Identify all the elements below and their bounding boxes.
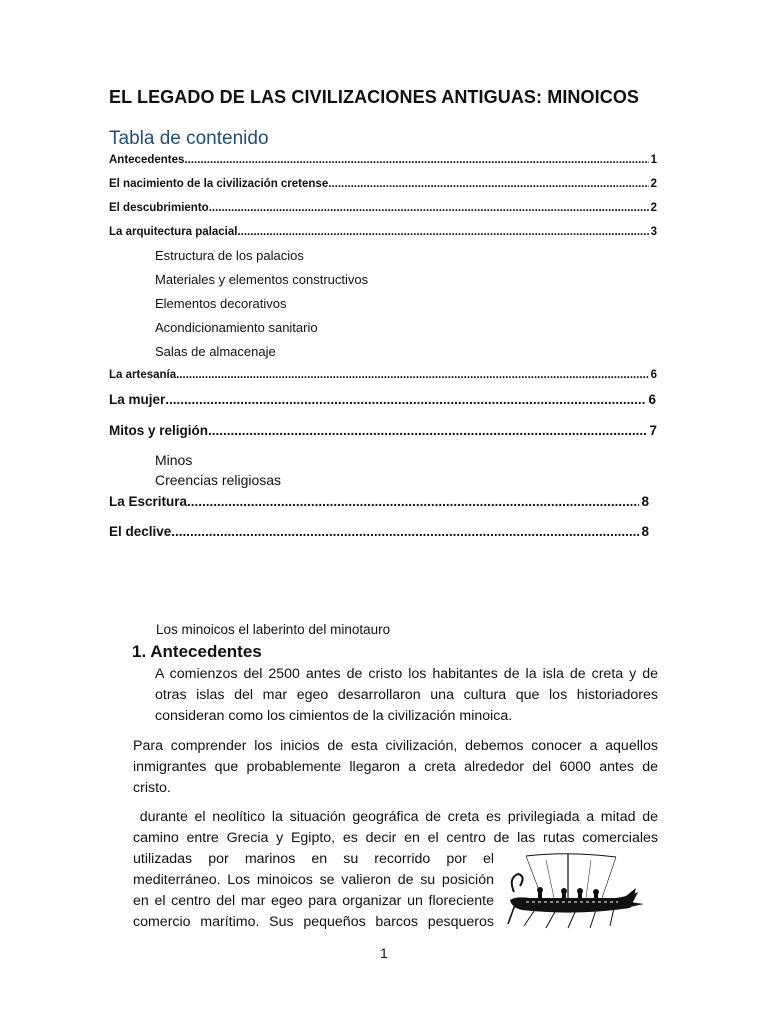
paragraph-line: camino entre Grecia y Egipto, es decir en el centro de las rutas comerciales: [133, 830, 658, 846]
toc-entry-mujer[interactable]: [109, 392, 656, 407]
toc-heading: Tabla de contenido: [109, 128, 269, 149]
toc-entry-label: El nacimiento de la civilización cretense: [109, 178, 329, 190]
toc-entry-page: 7: [649, 423, 657, 438]
toc-subitem[interactable]: Materiales y elementos constructivos: [155, 272, 369, 287]
toc-entry-artesania[interactable]: [109, 369, 657, 381]
paragraph-line: utilizadas por marinos en su recorrido por el: [133, 851, 494, 867]
paragraph: [133, 736, 658, 799]
toc-entry-label: El descubrimiento: [109, 202, 209, 214]
paragraph: [155, 664, 658, 727]
toc-entry-label: Mitos y religión: [109, 423, 209, 438]
toc-subitem[interactable]: Acondicionamiento sanitario: [155, 320, 318, 335]
toc-entry-mitos[interactable]: [109, 423, 657, 438]
toc-entry-label: La mujer: [109, 392, 166, 407]
paragraph-line: cristo.: [133, 780, 171, 796]
toc-entry-antecedentes[interactable]: [109, 154, 657, 166]
toc-entry-arquitectura[interactable]: [109, 226, 657, 238]
toc-subitem[interactable]: Salas de almacenaje: [155, 344, 276, 359]
section-caption: Los minoicos el laberinto del minotauro: [156, 622, 391, 637]
toc-entry-page: 6: [650, 369, 657, 381]
toc-entry-label: Antecedentes: [109, 154, 185, 166]
toc-entry-page: 6: [648, 392, 656, 407]
toc-entry-nacimiento[interactable]: [109, 178, 657, 190]
paragraph-line: en el centro del mar egeo para organizar un floreciente: [133, 893, 494, 909]
toc-entry-page: 1: [650, 154, 657, 166]
document-title: EL LEGADO DE LAS CIVILIZACIONES ANTIGUAS: MINOICOS: [109, 87, 640, 107]
toc-entry-escritura[interactable]: [109, 494, 649, 509]
toc-entry-descubrimiento[interactable]: [109, 202, 657, 214]
paragraph-line: comercio marítimo. Sus pequeños barcos pesqueros: [133, 914, 494, 930]
toc-entry-label: El declive: [109, 524, 172, 539]
paragraph: [133, 807, 658, 849]
paragraph-line: consideran como los cimientos de la civilización minoica.: [155, 708, 513, 724]
toc-subitem[interactable]: Creencias religiosas: [155, 472, 282, 488]
section-heading: 1. Antecedentes: [132, 642, 262, 661]
minoan-ship-icon: [506, 852, 646, 930]
toc-entry-label: La Escritura: [109, 494, 188, 509]
toc-entry-page: 8: [641, 524, 649, 539]
toc-entry-page: 2: [650, 178, 657, 190]
paragraph-line: mediterráneo. Los minoicos se valieron de su posición: [133, 872, 494, 888]
paragraph-line: inmigrantes que probablemente llegaron a creta alrededor del 6000 antes de: [133, 759, 658, 775]
toc-entry-page: 2: [650, 202, 657, 214]
toc-entry-label: La arquitectura palacial: [109, 226, 238, 238]
paragraph-line: durante el neolítico la situación geográfica de creta es privilegiada a mitad de: [133, 809, 658, 825]
toc-entry-declive[interactable]: [109, 524, 649, 539]
toc-subitem[interactable]: Minos: [155, 452, 193, 468]
toc-entry-page: 8: [641, 494, 649, 509]
toc-subitem[interactable]: Estructura de los palacios: [155, 248, 304, 263]
paragraph-line: otras islas del mar egeo desarrollaron una cultura que los historiadores: [155, 687, 658, 703]
toc-entry-label: La artesanía: [109, 369, 177, 381]
toc-subitem[interactable]: Elementos decorativos: [155, 296, 287, 311]
toc-entry-page: 3: [650, 226, 657, 238]
paragraph-line: A comienzos del 2500 antes de cristo los habitantes de la isla de creta y de: [155, 666, 658, 682]
paragraph: [133, 849, 494, 933]
page-number: 1: [380, 945, 388, 961]
paragraph-line: Para comprender los inicios de esta civilización, debemos conocer a aquellos: [133, 738, 658, 754]
